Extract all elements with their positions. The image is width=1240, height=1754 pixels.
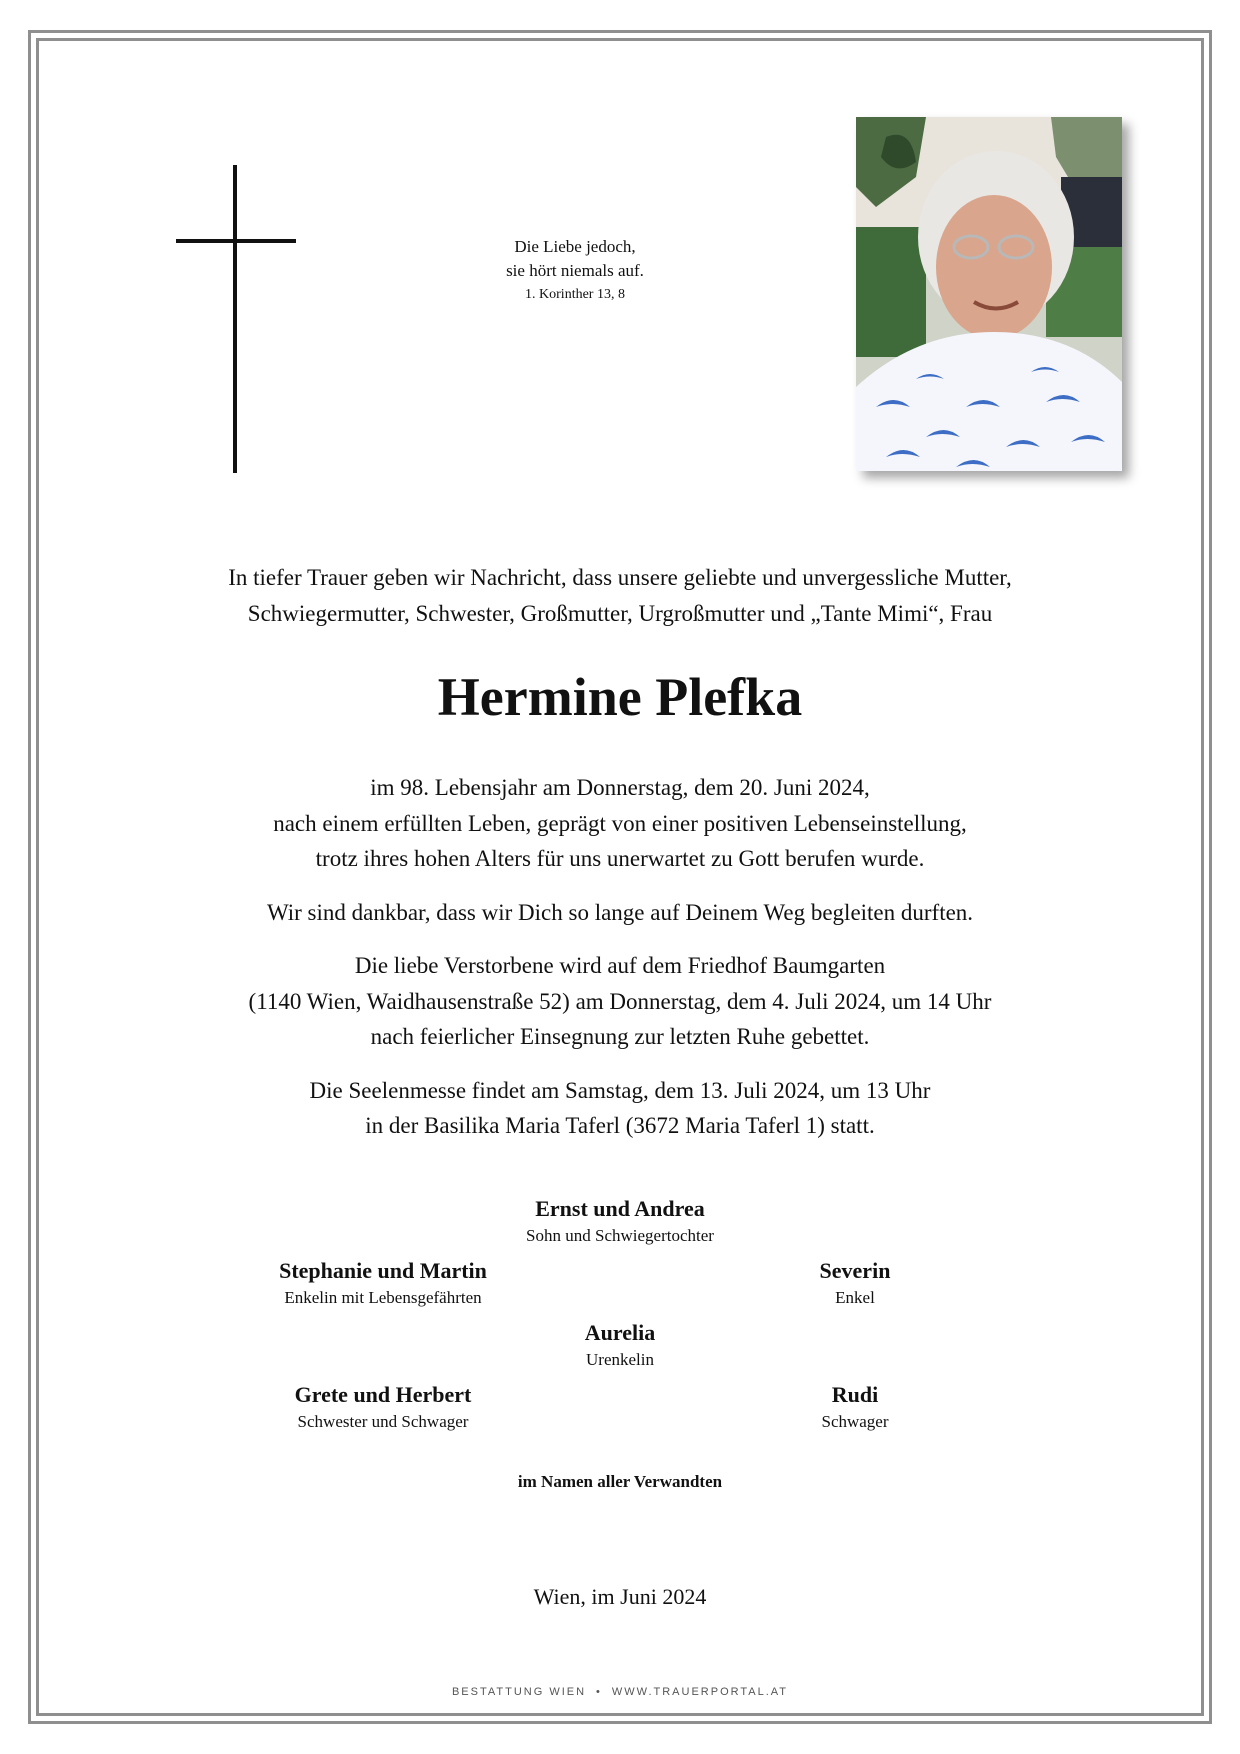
death-line-1: im 98. Lebensjahr am Donnerstag, dem 20. Juni 2024,: [370, 775, 870, 800]
mourner-relation: Enkel: [835, 1288, 875, 1307]
paragraph-requiem-mass: [120, 1073, 1120, 1144]
mourner-name: Ernst und Andrea: [535, 1196, 705, 1221]
intro-line-2: Schwiegermutter, Schwester, Großmutter, Urgroßmutter und „Tante Mimi“, Frau: [247, 601, 993, 626]
death-line-3: trotz ihres hohen Alters für uns unerwartet zu Gott berufen wurde.: [315, 846, 925, 871]
mourner-relation: Enkelin mit Lebensgefährten: [284, 1288, 482, 1307]
footer: [120, 1684, 1120, 1700]
mourner-ernst-andrea: [450, 1194, 790, 1248]
cross-horizontal-bar: [176, 239, 296, 243]
mourner-relation: Schwager: [821, 1412, 889, 1431]
mourner-relation: Urenkelin: [586, 1350, 654, 1369]
paragraph-death-notice: [120, 770, 1120, 877]
burial-line-2: (1140 Wien, Waidhausenstraße 52) am Donnerstag, dem 4. Juli 2024, um 14 Uhr: [248, 988, 992, 1014]
mourner-name: Grete und Herbert: [294, 1382, 472, 1407]
mourner-grete-herbert: [213, 1380, 553, 1434]
mass-line-2: in der Basilika Maria Taferl (3672 Maria Taferl 1) statt.: [365, 1113, 875, 1138]
mourner-rudi: [685, 1380, 1025, 1434]
mourner-relation: Schwester und Schwager: [297, 1412, 469, 1431]
mourner-name: Stephanie und Martin: [279, 1258, 487, 1283]
paragraph-gratitude: [120, 895, 1120, 931]
intro-line-1: In tiefer Trauer geben wir Nachricht, dass unsere geliebte und unvergessliche Mutter,: [228, 565, 1012, 590]
mourner-name: Aurelia: [584, 1320, 656, 1345]
gratitude-line-1: Wir sind dankbar, dass wir Dich so lange auf Deinem Weg begleiten durften.: [266, 899, 974, 925]
footer-separator: •: [596, 1686, 602, 1698]
verse-reference: 1. Korinther 13, 8: [525, 287, 625, 302]
burial-line-3: nach feierlicher Einsegnung zur letzten Ruhe gebettet.: [370, 1024, 870, 1049]
footer-website: WWW.TRAUERPORTAL.AT: [611, 1686, 789, 1698]
mourner-severin: [685, 1256, 1025, 1310]
mourner-name: Rudi: [831, 1382, 879, 1407]
burial-line-1: Die liebe Verstorbene wird auf dem Friedhof Baumgarten: [354, 953, 886, 978]
portrait-photo: [856, 117, 1122, 471]
mass-line-1: Die Seelenmesse findet am Samstag, dem 13. Juli 2024, um 13 Uhr: [309, 1077, 931, 1103]
footer-company: BESTATTUNG WIEN: [451, 1686, 587, 1698]
cross-vertical-bar: [233, 165, 237, 473]
relatives-line: im Namen aller Verwandten: [517, 1472, 723, 1491]
verse-line-1: Die Liebe jedoch,: [514, 237, 636, 256]
mourner-name: Severin: [819, 1258, 891, 1283]
mourner-stephanie-martin: [213, 1256, 553, 1310]
verse-line-2: sie hört niemals auf.: [506, 261, 644, 280]
mourner-aurelia: [450, 1318, 790, 1372]
mourner-relation: Sohn und Schwiegertochter: [526, 1226, 714, 1245]
paragraph-burial: [120, 948, 1120, 1055]
obituary-body: [120, 770, 1120, 1162]
place-and-date: Wien, im Juni 2024: [533, 1584, 707, 1609]
bible-verse: [430, 235, 720, 307]
cross-icon: [176, 165, 296, 473]
death-line-2: nach einem erfüllten Leben, geprägt von einer positiven Lebenseinstellung,: [273, 810, 967, 836]
deceased-name: Hermine Plefka: [437, 667, 803, 727]
announcement-intro: [120, 560, 1120, 632]
